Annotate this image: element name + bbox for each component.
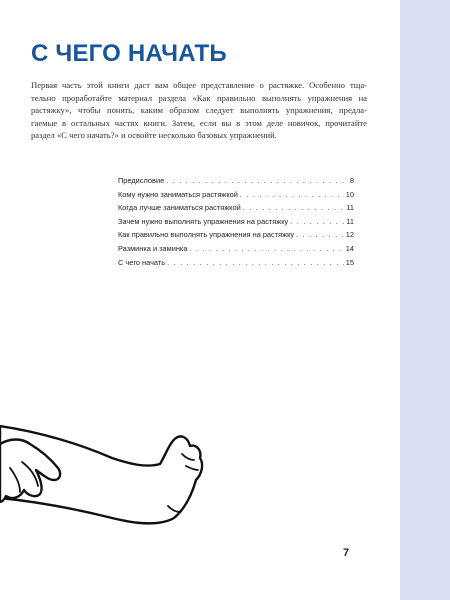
toc-item-label: Кому нужно заниматься растяжкой: [118, 189, 238, 199]
toc-item[interactable]: [118, 230, 354, 244]
toc-item-page: 11: [346, 216, 354, 226]
toc-item[interactable]: [118, 203, 354, 217]
toc-leader-dots: [243, 203, 344, 212]
toc-leader-dots: [240, 190, 344, 199]
toc-item[interactable]: [118, 190, 354, 204]
toc-leader-dots: [296, 230, 344, 239]
toc-item-label: Зачем нужно выполнять упражнения на растяжку: [118, 216, 289, 226]
toc-item-label: Разминка и заминка: [118, 243, 188, 253]
toc-item-label: Предисловие: [118, 176, 165, 185]
toc-item-page: 10: [345, 189, 354, 199]
toc-item[interactable]: [118, 217, 354, 231]
toc-leader-dots: [166, 176, 344, 185]
toc-item-page: 12: [345, 230, 354, 240]
table-of-contents: [118, 176, 354, 271]
intro-line: растяжку», чтобы понять, каким образом следует выполнять упражнения, предла-: [31, 105, 367, 116]
toc-item-label: С чего начать: [118, 257, 166, 267]
toc-item[interactable]: [118, 258, 354, 272]
toc-item-page: 8: [349, 176, 354, 185]
intro-line: тельно проработайте материал раздела «Как правильно выполнять упражнения на: [31, 92, 367, 103]
toc-item[interactable]: [118, 176, 354, 190]
intro-paragraph: [31, 79, 367, 142]
intro-line: раздел «С чего начать?» и освойте несколько базовых упражнений.: [31, 130, 277, 141]
toc-leader-dots: [290, 217, 344, 226]
toc-leader-dots: [167, 258, 344, 267]
toc-item-page: 14: [345, 243, 354, 253]
toc-item[interactable]: [118, 244, 354, 258]
toc-item-label: Как правильно выполнять упражнения на растяжку: [118, 230, 295, 240]
intro-line: гаемые в остальных частях книги. Затем, если вы в этом деле новичок, прочитайте: [31, 117, 367, 128]
toc-item-page: 11: [346, 203, 354, 213]
page-title: С ЧЕГО НАЧАТЬ: [31, 40, 227, 67]
toc-leader-dots: [189, 244, 343, 253]
page-side-band: [400, 0, 450, 600]
intro-line: Первая часть этой книги даст вам общее представление о растяжке. Особенно тща-: [31, 80, 367, 90]
toc-item-page: 15: [345, 257, 354, 267]
toc-item-label: Когда лучше заниматься растяжкой: [118, 203, 241, 213]
page-number: 7: [343, 547, 350, 559]
foot-stretch-illustration: [0, 398, 210, 548]
